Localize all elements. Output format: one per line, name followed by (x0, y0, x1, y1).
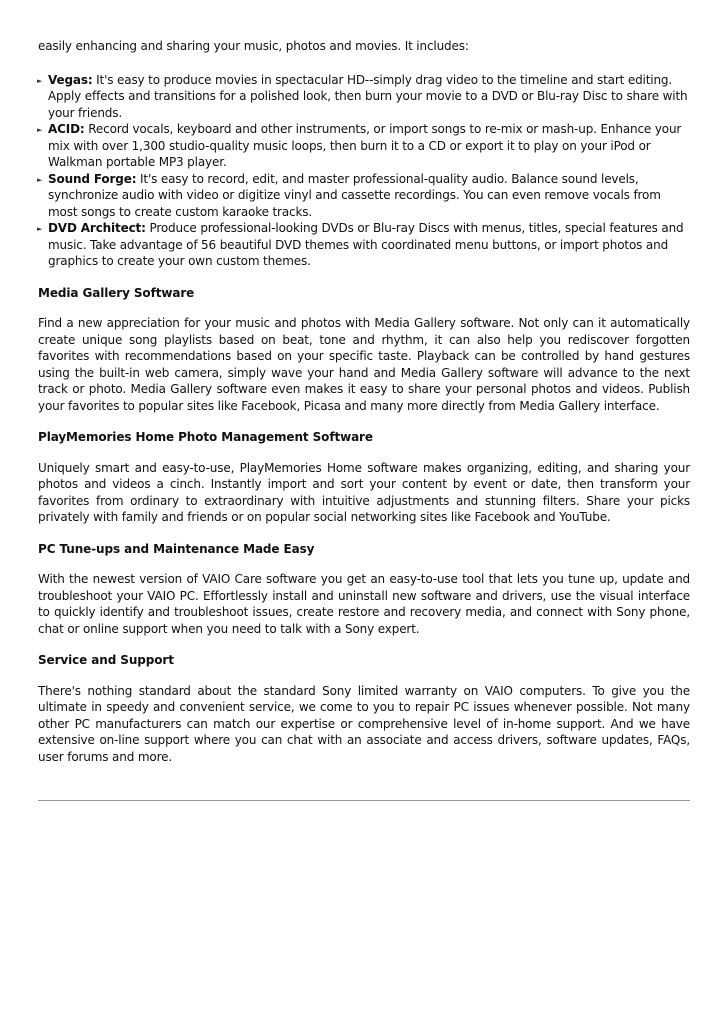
page-divider (38, 800, 690, 801)
bullet-item-dvd-architect (38, 220, 690, 270)
bullet-glyph-icon: ► (37, 175, 43, 184)
bullet-term: ACID: (48, 122, 85, 136)
intro-paragraph: easily enhancing and sharing your music, photos and movies. It includes: (38, 39, 469, 53)
bullet-text: Record vocals, keyboard and other instruments, or import songs to re-mix or mash-up. Enhance your mix with over 1,300 studio-quality music loops, then burn it to a CD or export it to play on your iPod or Walkman portable MP3 player. (48, 122, 682, 169)
bullet-item-acid (38, 121, 690, 171)
bullet-item-sound-forge (38, 171, 690, 221)
section-heading-pc-tune-ups: PC Tune-ups and Maintenance Made Easy (38, 541, 315, 556)
section-heading-media-gallery: Media Gallery Software (38, 285, 195, 300)
bullet-text: It's easy to produce movies in spectacular HD--simply drag video to the timeline and start editing. Apply effects and transitions for a polished look, then burn your movie to a DVD or Blu-ray Disc to share with your friends. (48, 72, 688, 120)
bullet-text: It's easy to record, edit, and master professional-quality audio. Balance sound levels, synchronize audio with video or digitize vinyl and cassette recordings. You can even remove vocals from most songs to create custom karaoke tracks. (48, 171, 661, 219)
bullet-term: Sound Forge: (48, 171, 137, 186)
section-body-pc-tune-ups: With the newest version of VAIO Care software you get an easy-to-use tool that lets you tune up, update and troubleshoot your VAIO PC. Effortlessly install and uninstall new software and drivers, use the visual interface to quickly identify and troubleshoot issues, create restore and recovery media, and connect with Sony phone, chat or online support when you need to talk with a Sony expert. (38, 572, 690, 636)
bullet-glyph-icon: ► (37, 225, 43, 233)
section-heading-playmemories: PlayMemories Home Photo Management Software (38, 430, 373, 444)
bullet-text: Produce professional-looking DVDs or Blu-ray Discs with menus, titles, special features and music. Take advantage of 56 beautiful DVD themes with coordinated menu buttons, or import photos and graphics to create your own custom themes. (48, 221, 684, 268)
bullet-glyph-icon: ► (37, 126, 43, 134)
section-body-playmemories: Uniquely smart and easy-to-use, PlayMemories Home software makes organizing, editing, and sharing your photos and videos a cinch. Instantly import and sort your content by event or date, then transform your favorites from ordinary to extraordinary with intuitive adjustments and stunning filters. Share your picks privately with family and friends or on popular social networking sites like Facebook and YouTube. (38, 460, 690, 524)
section-body-service-support: There's nothing standard about the standard Sony limited warranty on VAIO computers. To give you the ultimate in speedy and convenient service, we come to you to repair PC issues whenever possible. Not many other PC manufacturers can match our expertise or comprehensive level of in-home support. And we have extensive on-line support where you can chat with an associate and access drivers, software updates, FAQs, user forums and more. (38, 683, 690, 764)
section-body-media-gallery: Find a new appreciation for your music and photos with Media Gallery software. Not only can it automatically create unique song playlists based on beat, tone and rhythm, it can also help you rediscover forgotten favorites with recommendations based on your specific taste. Playback can be controlled by hand gestures using the built-in web camera, simply wave your hand and Media Gallery software will advance to the next track or photo. Media Gallery software even makes it easy to share your personal photos and videos. Publish your favorites to popular sites like Facebook, Picasa and many more directly from Media Gallery interface. (38, 316, 690, 413)
document-page (38, 38, 690, 765)
bullet-item-vegas (38, 72, 690, 122)
bullet-term: Vegas: (48, 72, 93, 87)
section-heading-service-support: Service and Support (38, 653, 174, 667)
software-bullet-list (38, 72, 690, 270)
bullet-term: DVD Architect: (48, 221, 146, 235)
bullet-glyph-icon: ► (37, 76, 43, 85)
